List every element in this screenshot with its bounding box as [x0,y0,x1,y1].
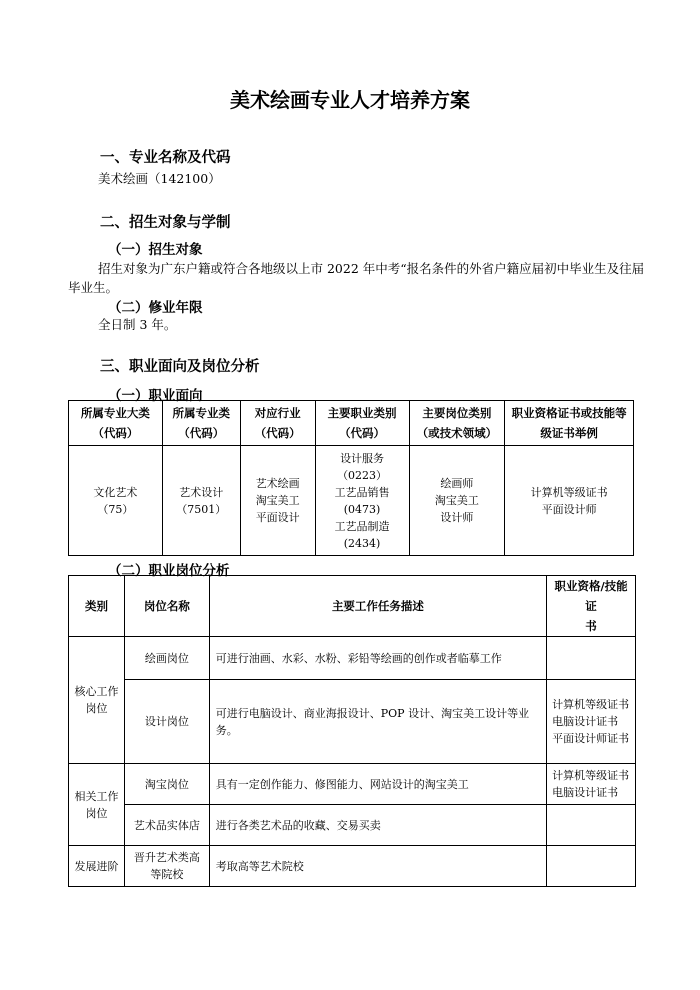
header-qualification: 职业资格/技能证 书 [547,576,636,637]
header-class: 所属专业类 （代码） [162,401,240,446]
header-category: 所属专业大类 （代码） [69,401,163,446]
major-name-text: 美术绘画（142100） [98,171,221,186]
table-row-cert: 计算机等级证书 电脑设计证书 [547,764,636,805]
header-task-description: 主要工作任务描述 [209,576,546,637]
table-row-name: 淘宝岗位 [124,764,209,805]
table-row-desc: 可进行电脑设计、商业海报设计、POP 设计、淘宝美工设计等业务。 [209,680,546,764]
table-row-desc: 具有一定创作能力、修图能力、网站设计的淘宝美工 [209,764,546,805]
cell-occupation: 设计服务（0223） 工艺品销售(0473) 工艺品制造(2434) [315,446,409,556]
career-orientation-subheading: （一）职业面向 [108,388,203,404]
table-row-desc: 进行各类艺术品的收藏、交易买卖 [209,805,546,846]
table-row-name: 晋升艺术类高 等院校 [124,846,209,887]
cell-industry: 艺术绘画 淘宝美工 平面设计 [240,446,315,556]
enrollment-subheading: （一）招生对象 [108,242,203,258]
header-position-name: 岗位名称 [124,576,209,637]
group-core: 核心工作 岗位 [69,637,125,764]
header-type: 类别 [69,576,125,637]
table-row-cert: 计算机等级证书 电脑设计证书 平面设计师证书 [547,680,636,764]
section-3-heading: 三、职业面向及岗位分析 [100,358,260,375]
cell-position: 绘画师 淘宝美工 设计师 [409,446,505,556]
table-row-cert [547,637,636,680]
career-orientation-table [68,400,634,556]
table-row-cert [547,805,636,846]
table-row-desc: 考取高等艺术院校 [209,846,546,887]
header-occupation: 主要职业类别 （代码） [315,401,409,446]
cell-certificate: 计算机等级证书 平面设计师 [505,446,634,556]
document-title: 美术绘画专业人才培养方案 [230,88,470,112]
cell-category: 文化艺术 （75） [69,446,163,556]
position-analysis-table [68,575,636,887]
table-row-name: 设计岗位 [124,680,209,764]
enrollment-text-line2: 毕业生。 [68,280,119,295]
group-related: 相关工作 岗位 [69,764,125,846]
table-row-name: 绘画岗位 [124,637,209,680]
table-row-cert [547,846,636,887]
duration-subheading: （二）修业年限 [108,300,203,316]
header-certificate: 职业资格证书或技能等 级证书举例 [505,401,634,446]
cell-class: 艺术设计 （7501） [162,446,240,556]
enrollment-text-line1: 招生对象为广东户籍或符合各地级以上市 2022 年中考“报名条件的外省户籍应届初中毕业生及往届 [98,261,645,276]
duration-text: 全日制 3 年。 [98,317,177,332]
table-row-name: 艺术品实体店 [124,805,209,846]
section-1-heading: 一、专业名称及代码 [100,149,231,166]
header-industry: 对应行业 （代码） [240,401,315,446]
group-develop: 发展进阶 [69,846,125,887]
section-2-heading: 二、招生对象与学制 [100,214,231,231]
position-analysis-subheading: （二）职业岗位分析 [108,563,230,579]
table-row-desc: 可进行油画、水彩、水粉、彩铅等绘画的创作或者临摹工作 [209,637,546,680]
header-position: 主要岗位类别 （或技术领域） [409,401,505,446]
